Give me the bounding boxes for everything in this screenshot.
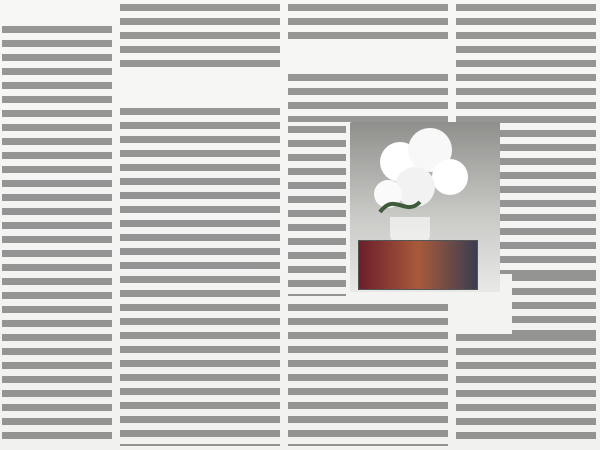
- section-2-heading-row: [288, 52, 448, 68]
- intro-heading-row: [2, 4, 112, 20]
- column-1: [2, 4, 112, 446]
- card-image: [358, 240, 478, 290]
- body-text-block: [2, 26, 112, 446]
- body-text-block: [288, 4, 448, 46]
- body-text-block: [512, 274, 596, 334]
- body-text-block: [120, 108, 280, 446]
- body-text-block: [288, 126, 346, 296]
- body-text-block: [288, 74, 448, 122]
- column-2: [120, 4, 280, 446]
- body-text-block: [288, 304, 448, 446]
- body-text-block: [120, 4, 280, 74]
- section-1-heading-row: [120, 84, 280, 100]
- article-photo: [350, 122, 500, 292]
- body-text-block: [456, 334, 596, 446]
